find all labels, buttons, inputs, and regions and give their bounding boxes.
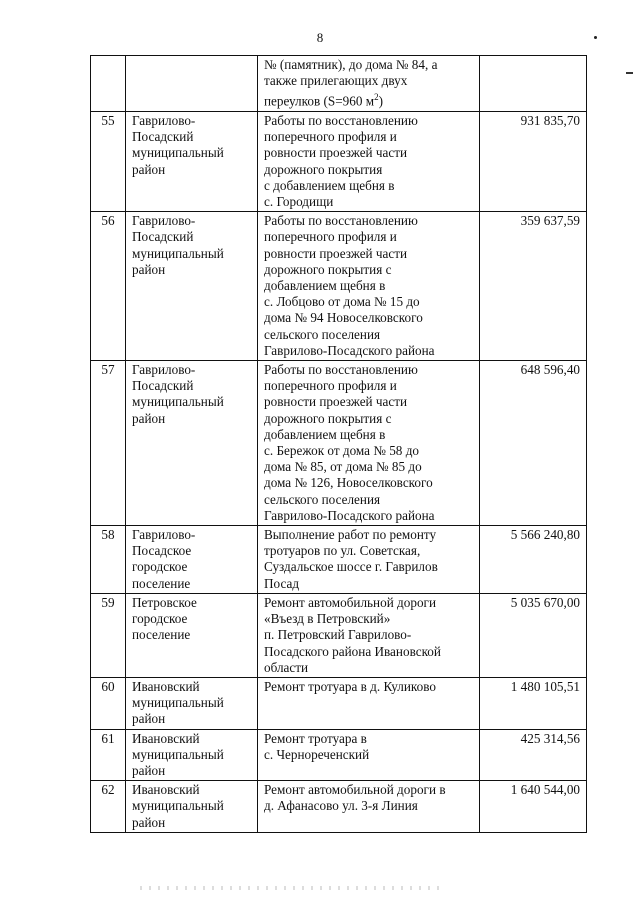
amount-cell <box>480 56 587 112</box>
table-body <box>91 56 587 833</box>
scan-speck <box>626 72 633 74</box>
row-number-cell: 57 <box>91 361 126 526</box>
amount-cell: 5 035 670,00 <box>480 593 587 677</box>
scan-footer-noise <box>140 886 440 890</box>
description-cell: Выполнение работ по ремонту тротуаров по ул. Советская, Суздальское шоссе г. Гаврилов Посад <box>258 526 480 594</box>
row-number-cell: 61 <box>91 729 126 781</box>
table-row <box>91 781 587 833</box>
description-cell: Ремонт тротуара в с. Чернореченский <box>258 729 480 781</box>
row-number-cell: 62 <box>91 781 126 833</box>
description-cell: Ремонт тротуара в д. Куликово <box>258 677 480 729</box>
table-row <box>91 677 587 729</box>
recipient-cell: Ивановский муниципальный район <box>126 781 258 833</box>
amount-cell: 1 640 544,00 <box>480 781 587 833</box>
description-cell: Работы по восстановлению поперечного профиля и ровности проезжей части дорожного покрытия с добавлением щебня в с. Городищи <box>258 112 480 212</box>
table-row <box>91 361 587 526</box>
description-line: переулков (S=960 м <box>264 93 375 109</box>
description-cell: Ремонт автомобильной дороги в д. Афанасово ул. 3-я Линия <box>258 781 480 833</box>
table-row <box>91 593 587 677</box>
amount-cell: 1 480 105,51 <box>480 677 587 729</box>
amount-cell: 931 835,70 <box>480 112 587 212</box>
description-line-end: ) <box>378 93 383 109</box>
table-row <box>91 212 587 361</box>
recipient-cell: Гаврилово- Посадское городское поселение <box>126 526 258 594</box>
recipient-cell: Ивановский муниципальный район <box>126 729 258 781</box>
row-number-cell <box>91 56 126 112</box>
scan-speck <box>594 36 597 39</box>
recipient-cell <box>126 56 258 112</box>
row-number-cell: 58 <box>91 526 126 594</box>
description-line: № (памятник), до дома № 84, а <box>264 57 438 72</box>
page-number: 8 <box>316 30 324 45</box>
area-unit-superscript: 2 <box>374 92 379 103</box>
table-row <box>91 729 587 781</box>
description-cell <box>258 56 480 112</box>
amount-cell: 425 314,56 <box>480 729 587 781</box>
recipient-cell: Петровское городское поселение <box>126 593 258 677</box>
amount-cell: 5 566 240,80 <box>480 526 587 594</box>
row-number-cell: 60 <box>91 677 126 729</box>
table-row <box>91 112 587 212</box>
amount-cell: 359 637,59 <box>480 212 587 361</box>
recipient-cell: Гаврилово- Посадский муниципальный район <box>126 112 258 212</box>
table-row-continuation <box>91 56 587 112</box>
amount-cell: 648 596,40 <box>480 361 587 526</box>
allocation-table <box>90 55 587 833</box>
recipient-cell: Гаврилово- Посадский муниципальный район <box>126 361 258 526</box>
row-number-cell: 55 <box>91 112 126 212</box>
description-cell: Работы по восстановлению поперечного профиля и ровности проезжей части дорожного покрытия с добавлением щебня в с. Лобцово от дома № 15 до дома № 94 Новоселковского сельского поселения Гаврилово-Посадского района <box>258 212 480 361</box>
table-row <box>91 526 587 594</box>
row-number-cell: 56 <box>91 212 126 361</box>
description-line: также прилегающих двух <box>264 73 408 89</box>
recipient-cell: Гаврилово- Посадский муниципальный район <box>126 212 258 361</box>
recipient-cell: Ивановский муниципальный район <box>126 677 258 729</box>
row-number-cell: 59 <box>91 593 126 677</box>
description-cell: Работы по восстановлению поперечного профиля и ровности проезжей части дорожного покрытия с добавлением щебня в с. Бережок от дома № 58 до дома № 85, от дома № 85 до дома № 126, Новоселковского сельского поселения Гаврилово-Посадского района <box>258 361 480 526</box>
description-cell: Ремонт автомобильной дороги «Въезд в Петровский» п. Петровский Гаврилово- Посадского района Ивановской области <box>258 593 480 677</box>
